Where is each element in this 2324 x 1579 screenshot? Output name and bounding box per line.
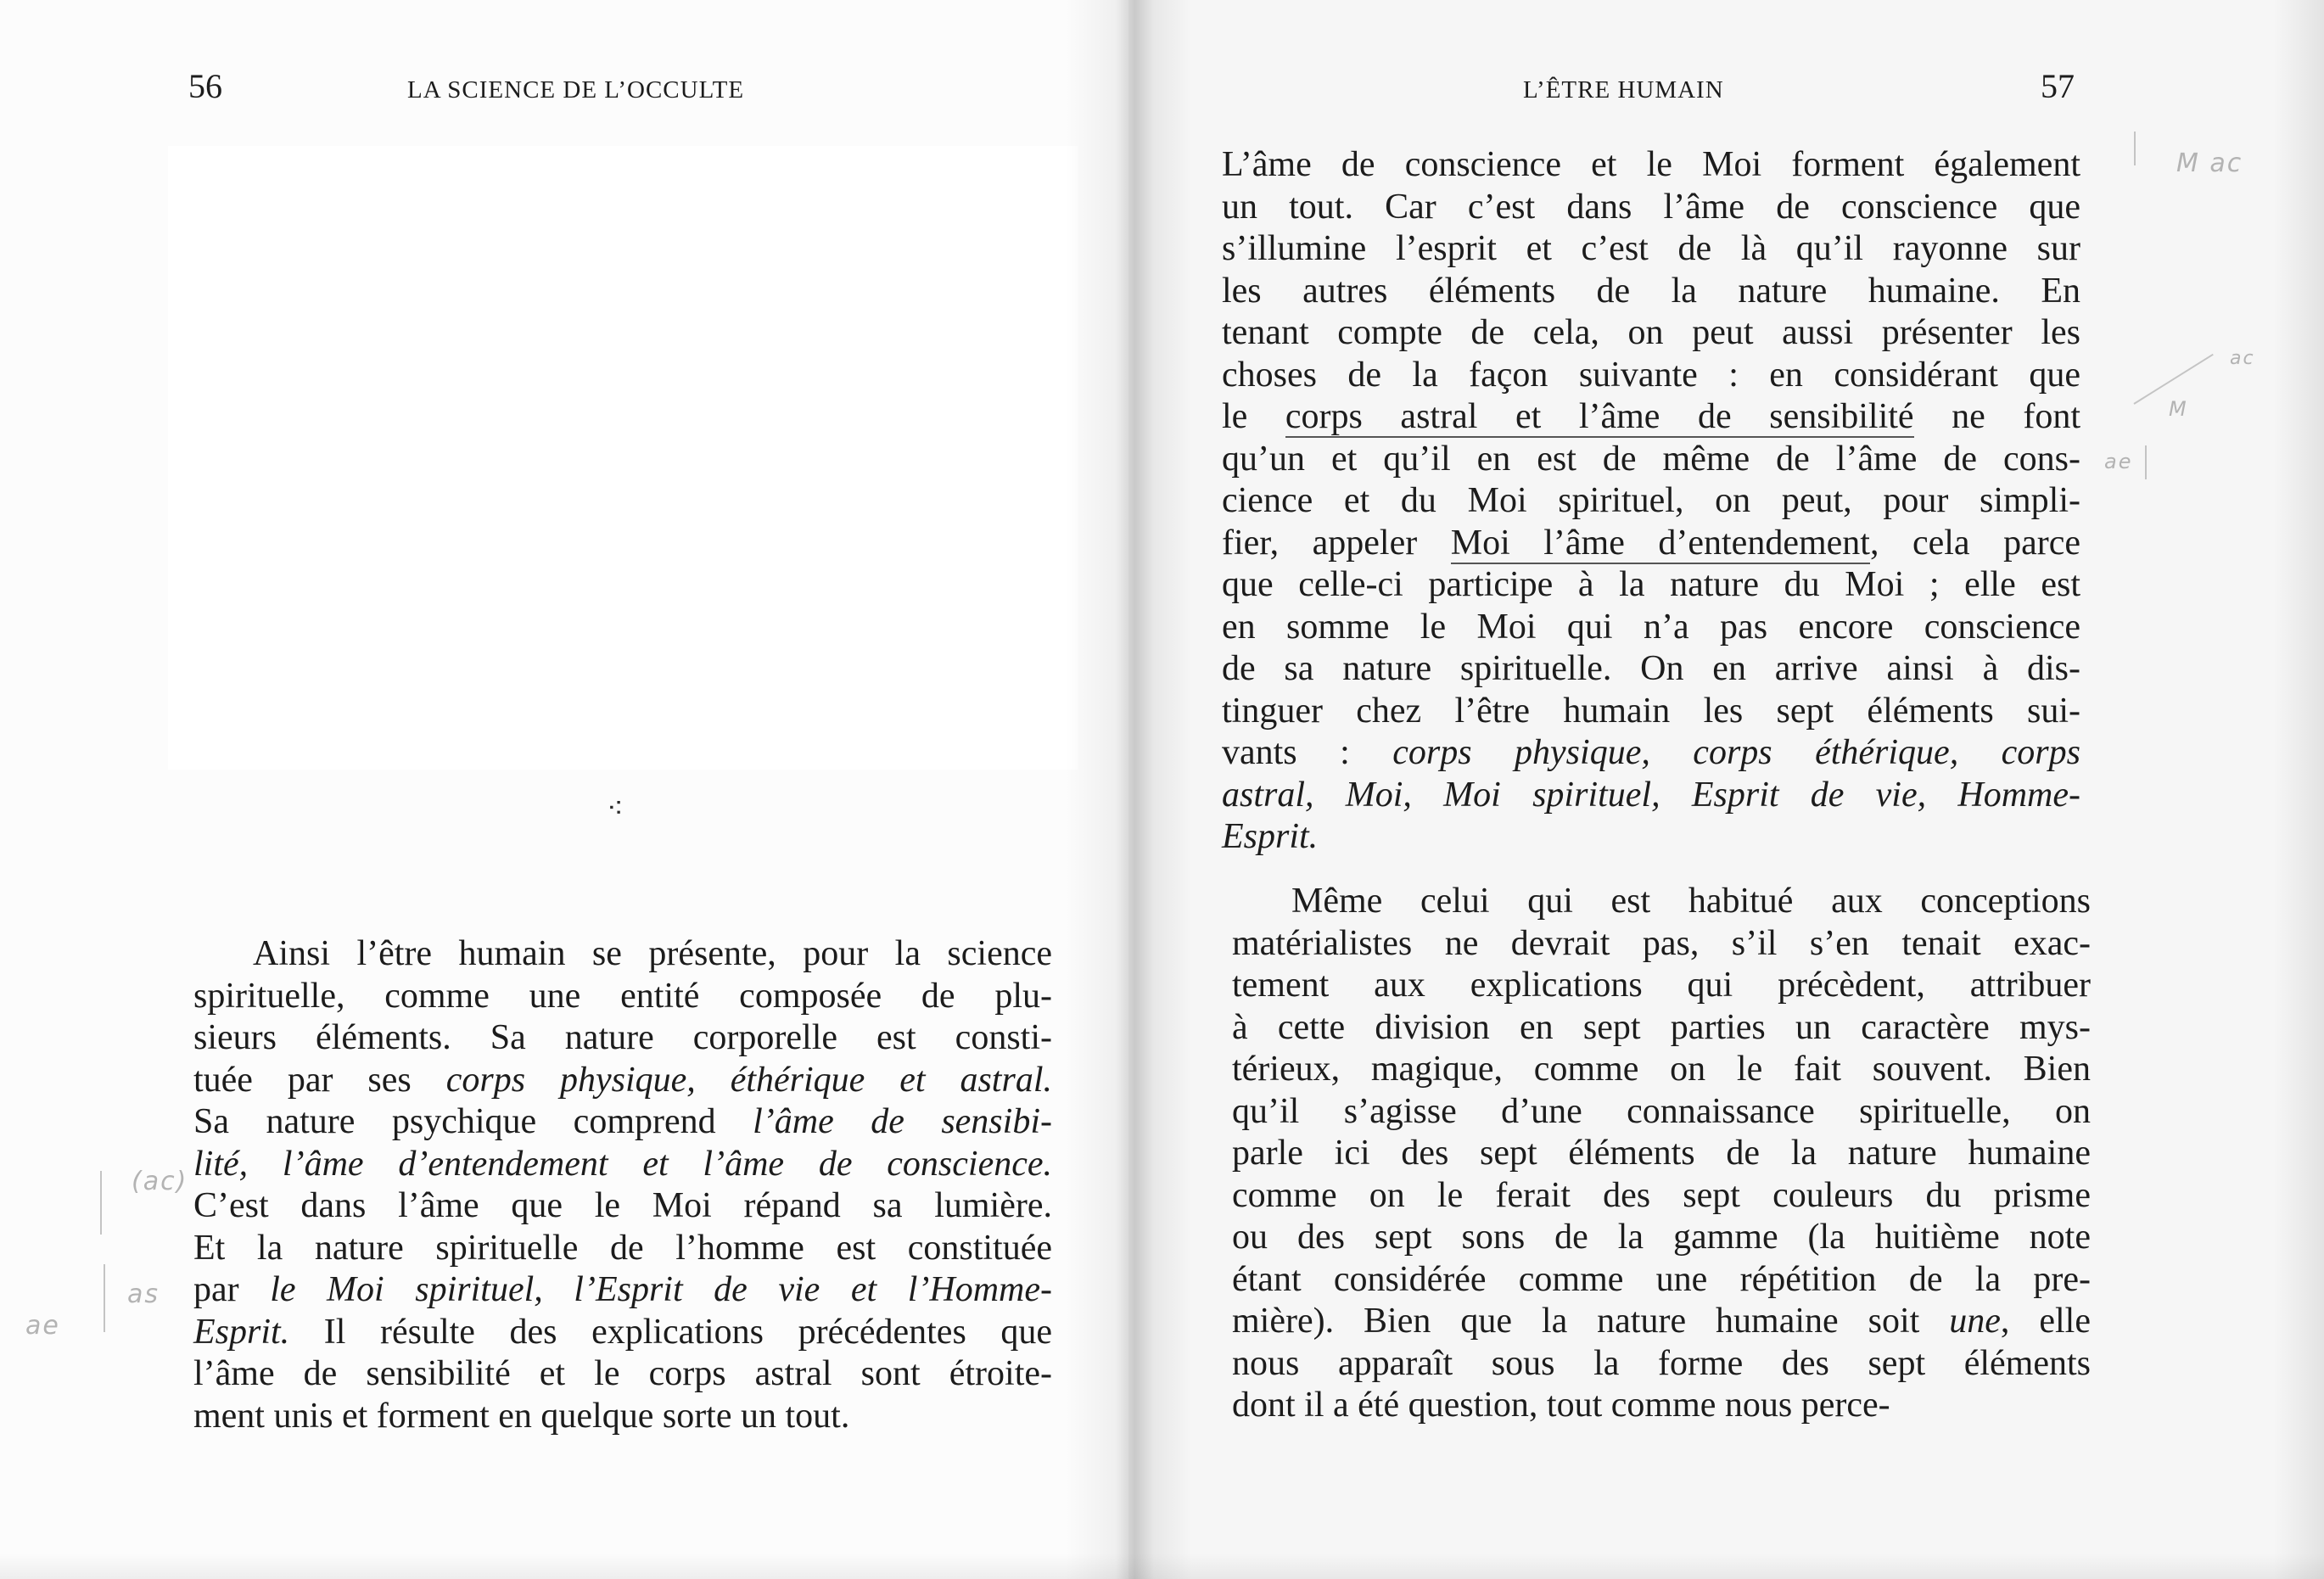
text-line: un tout. Car c’est dans l’âme de conscience que	[1222, 187, 2080, 227]
margin-note: (ac)	[132, 1167, 188, 1196]
blank-region	[168, 146, 1078, 770]
text-line: de sa nature spirituelle. On en arrive ainsi à dis-	[1222, 649, 2080, 688]
text-line: spirituelle, comme une entité composée de plu-	[193, 976, 1052, 1016]
text-line: tenant compte de cela, on peut aussi présenter les	[1222, 313, 2080, 352]
text-line: L’âme de conscience et le Moi forment également	[1222, 145, 2080, 184]
right-paragraph-2	[1232, 881, 2091, 1427]
margin-note: M	[2169, 397, 2188, 421]
ornament-icon	[585, 793, 645, 840]
text-line: comme on le ferait des sept couleurs du prisme	[1232, 1175, 2091, 1215]
margin-note: as	[127, 1279, 160, 1309]
text-line: tuée par ses corps physique, éthérique et astral.	[193, 1060, 1052, 1100]
text-line: ou des sept sons de la gamme (la huitième note	[1232, 1218, 2091, 1257]
text-line: parle ici des sept éléments de la nature humaine	[1232, 1134, 2091, 1173]
pencil-mark	[2134, 132, 2136, 165]
book-gutter	[1065, 0, 1192, 1579]
text-line: astral, Moi, Moi spirituel, Esprit de vie, Homme-	[1222, 775, 2080, 815]
left-running-head: LA SCIENCE DE L’OCCULTE	[407, 76, 745, 104]
text-line: choses de la façon suivante : en considérant que	[1222, 355, 2080, 395]
text-line: qu’il s’agisse d’une connaissance spirituelle, on	[1232, 1091, 2091, 1131]
right-paragraph-1	[1222, 144, 2080, 859]
page-edge-shadow	[2273, 0, 2324, 1579]
text-line: C’est dans l’âme que le Moi répand sa lumière.	[193, 1186, 1052, 1225]
pencil-mark	[100, 1171, 102, 1235]
text-line: nous apparaît sous la forme des sept éléments	[1232, 1343, 2091, 1383]
text-line: Ainsi l’être humain se présente, pour la science	[253, 934, 1052, 973]
text-line: que celle-ci participe à la nature du Moi ; elle est	[1222, 565, 2080, 604]
text-line: qu’un et qu’il en est de même de l’âme de cons-	[1222, 439, 2080, 479]
text-line: Esprit. Il résulte des explications précédentes que	[193, 1312, 1052, 1352]
left-paragraph	[193, 933, 1052, 1437]
text-line: le corps astral et l’âme de sensibilité ne font	[1222, 397, 2081, 436]
text-line: l’âme de sensibilité et le corps astral sont étroite-	[193, 1354, 1052, 1393]
margin-note: M ac	[2176, 148, 2243, 178]
text-line: sieurs éléments. Sa nature corporelle est consti-	[193, 1018, 1052, 1057]
page-bottom-shadow	[0, 1554, 2324, 1579]
text-line: térieux, magique, comme on le fait souvent. Bien	[1232, 1050, 2091, 1089]
right-page-number: 57	[2041, 67, 2075, 105]
text-line: en somme le Moi qui n’a pas encore conscience	[1222, 607, 2080, 647]
pencil-mark	[2145, 445, 2147, 479]
text-line: Même celui qui est habitué aux conceptions	[1291, 882, 2091, 921]
text-line: dont il a été question, tout comme nous perce-	[1232, 1386, 1890, 1425]
text-line: les autres éléments de la nature humaine. En	[1222, 271, 2080, 311]
text-line: Et la nature spirituelle de l’homme est constituée	[193, 1228, 1052, 1268]
text-line: à cette division en sept parties un caractère mys-	[1232, 1007, 2091, 1047]
text-line: par le Moi spirituel, l’Esprit de vie et l’Homme-	[193, 1270, 1052, 1309]
text-line: cience et du Moi spirituel, on peut, pour simpli-	[1222, 481, 2080, 520]
text-line: ment unis et forment en quelque sorte un tout.	[193, 1396, 850, 1436]
left-page	[0, 0, 1128, 1579]
text-line: mière). Bien que la nature humaine soit une, elle	[1232, 1302, 2091, 1341]
text-line: tement aux explications qui précèdent, attribuer	[1232, 966, 2091, 1005]
margin-note: ae	[2104, 450, 2133, 473]
text-line: tinguer chez l’être humain les sept éléments sui-	[1222, 691, 2080, 731]
text-line: lité, l’âme d’entendement et l’âme de conscience.	[193, 1144, 1052, 1184]
right-running-head: L’ÊTRE HUMAIN	[1523, 76, 1724, 104]
text-line: vants : corps physique, corps éthérique, corps	[1222, 733, 2080, 772]
text-line: Esprit.	[1222, 817, 1319, 856]
ornament-glyph: ⁖	[607, 793, 624, 825]
text-line: matérialistes ne devrait pas, s’il s’en tenait exac-	[1232, 923, 2091, 963]
text-line: fier, appeler Moi l’âme d’entendement, cela parce	[1222, 523, 2080, 563]
pencil-mark	[104, 1264, 105, 1332]
text-line: Sa nature psychique comprend l’âme de sensibi-	[193, 1102, 1052, 1141]
margin-note: ac	[2230, 348, 2255, 369]
margin-note: ae	[25, 1311, 60, 1341]
left-page-number: 56	[188, 67, 222, 105]
text-line: s’illumine l’esprit et c’est de là qu’il rayonne sur	[1222, 229, 2080, 268]
text-line: étant considérée comme une répétition de la pre-	[1232, 1259, 2091, 1299]
